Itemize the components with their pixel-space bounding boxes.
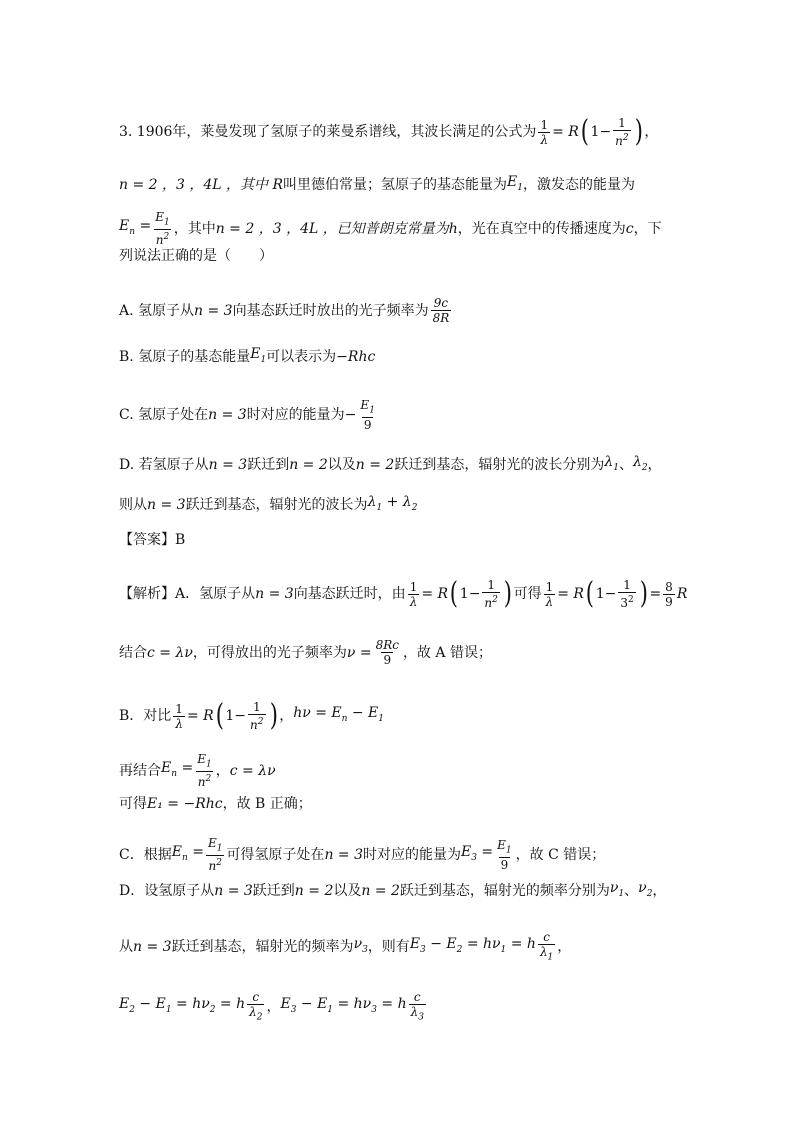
- question-stem-2a: n = 2 ，3 ，4L ，其中: [119, 176, 269, 193]
- option-a: A. 氢原子从 n = 3 向基态跃迁时放出的光子频率为 $\frac{9c}{8R}$: [119, 296, 450, 325]
- analysis-d-line-3: $E_2 - E_1 = h\nu_2 = h$ $\frac{c}{\lambda_2}$ ， $E_3 - E_1 = h\nu_3 = h$ $\frac{c}{\lambda_3}$: [119, 990, 424, 1023]
- question-stem-3a: ，其中: [173, 220, 216, 237]
- answer-label: 【答案】B: [119, 532, 186, 548]
- analysis-d-line-1: D．设氢原子从 n = 3 跃迁到 n = 2 以及 n = 2 跃迁到基态，辐射光的频率分别为 $\nu_1$ 、 $\nu_2$ ，: [119, 880, 667, 899]
- option-d: D. 若氢原子从 n = 3 跃迁到 n = 2 以及 n = 2 跃迁到基态，辐射光的波长分别为 $\lambda_1$ 、 $\lambda_2$ ，: [119, 454, 662, 473]
- analysis-c-line: C．根据 $E_n$ = $\frac{E_1}{n^2}$ 可得氢原子处在 n = 3 时对应的能量为 $E_3$ = $\frac{E_1}{9}$ ，故 C 错误；: [119, 836, 606, 874]
- analysis-b-line-1: B．对比 $\frac{1}{\lambda}$ = R ( 1− $\frac{1}{n^2}$ ) ， $h\nu = E_n - E_1$: [119, 698, 384, 733]
- question-line-2: n = 2 ，3 ，4L ，其中 R 叫里德伯常量；氢原子的基态能量为 $E_1$ ，激发态的能量为: [119, 174, 635, 193]
- analysis-a-line-1: 【解析】 A．氢原子从 n = 3 向基态跃迁时，由 $\frac{1}{\lambda}$ = R ( 1− $\frac{1}{n^2}$ ) 可得 $\frac{1}{\lambda}$ = R ( 1− $\frac{1}{3^2}$ ) = $\frac{8}{9}$ R: [119, 576, 688, 611]
- option-b: B. 氢原子的基态能量 $E_1$ 可以表示为 −Rhc: [119, 346, 376, 365]
- formula-one-over-lambda: $\frac{1}{\lambda}$: [540, 117, 549, 147]
- question-stem-3c: ，光在真空中的传播速度为: [457, 220, 626, 237]
- question-line-1: 3. 1906年，莱曼发现了氢原子的莱曼系谱线，其波长满足的公式为 $\frac{1}{\lambda}$ = R ( 1− $\frac{1}{n^2}$ ) ，: [119, 114, 659, 149]
- option-c: C. 氢原子处在 n = 3 时对应的能量为 − $\frac{E_1}{9}$: [119, 398, 375, 433]
- question-stem-3b: n = 2 ，3 ，4L ，已知普朗克常量为: [215, 220, 449, 237]
- analysis-b-line-2: 再结合 $E_n$ = $\frac{E_1}{n^2}$ ， c = λν: [119, 752, 276, 790]
- question-line-3: $E_n$ = $\frac{E_1}{n^2}$ ，其中 n = 2 ，3 ，4L ，已知普朗克常量为 h ，光在真空中的传播速度为 c ，下: [119, 210, 662, 248]
- analysis-a-line-2: 结合 c = λν ，可得放出的光子频率为 ν = $\frac{8Rc}{9}$ ，故 A 错误；: [119, 638, 492, 667]
- question-stem-1: 3. 1906年，莱曼发现了氢原子的莱曼系谱线，其波长满足的公式为: [119, 124, 537, 140]
- question-line-4: [119, 246, 684, 266]
- analysis-b-line-3: 可得 E₁ = −Rhc ，故 B 正确；: [119, 796, 312, 812]
- question-stem-2b: 叫里德伯常量；氢原子的基态能量为: [283, 176, 508, 193]
- question-stem-2c: ，激发态的能量为: [523, 176, 635, 193]
- question-stem-3d: ，下: [633, 220, 662, 237]
- analysis-d-line-2: 从 n = 3 跃迁到基态，辐射光的频率为 $\nu_3$ ，则有 $E_3 - E_2 = h\nu_1 = h$ $\frac{c}{\lambda_1}$ ，: [119, 930, 572, 963]
- question-stem-4: 列说法正确的是（ ）: [119, 248, 273, 264]
- answer-line: [119, 530, 684, 550]
- option-d-line-2: 则从 n = 3 跃迁到基态，辐射光的波长为 $\lambda_1 + \lambda_2$: [119, 494, 418, 513]
- analysis-label: 【解析】: [119, 586, 175, 602]
